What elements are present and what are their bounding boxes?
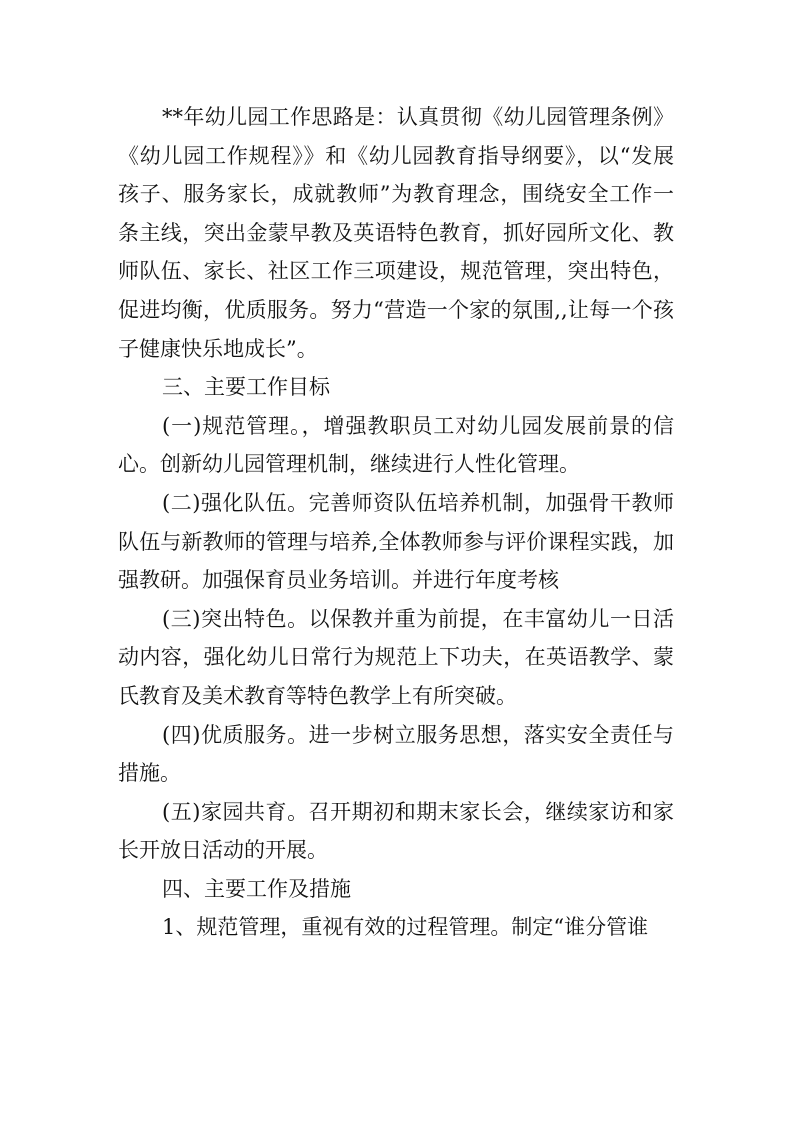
- paragraph-work-philosophy: **年幼儿园工作思路是：认真贯彻《幼儿园管理条例》《幼儿园工作规程》》和《幼儿园教育指导纲要》，以“发展孩子、服务家长，成就教师”为教育理念，围绕安全工作一条主线，突出金蒙早教及英语特色教育，抓好园所文化、教师队伍、家长、社区工作三项建设，规范管理，突出特色，促进均衡，优质服务。努力“营造一个家的氛围,,让每一个孩子健康快乐地成长”。: [118, 105, 674, 361]
- heading-main-work-measures: 四、主要工作及措施: [162, 876, 351, 901]
- goal-strengthen-team: (二)强化队伍。完善师资队伍培养机制，加强骨干教师队伍与新教师的管理与培养,全体教师参与评价课程实践，加强教研。加强保育员业务培训。并进行年度考核: [118, 490, 674, 593]
- goal-quality-service: (四)优质服务。进一步树立服务思想，落实安全责任与措施。: [118, 722, 674, 786]
- measure-standardized-management: 1、规范管理，重视有效的过程管理。制定“谁分管谁: [162, 915, 649, 940]
- document-body: [118, 98, 674, 947]
- goal-home-school-cooperation: (五)家园共育。召开期初和期末家长会，继续家访和家长开放日活动的开展。: [118, 799, 674, 863]
- goal-highlight-features: (三)突出特色。以保教并重为前提，在丰富幼儿一日活动内容，强化幼儿日常行为规范上下功夫，在英语教学、蒙氏教育及美术教育等特色教学上有所突破。: [118, 606, 674, 708]
- heading-main-goals: 三、主要工作目标: [162, 375, 330, 400]
- goal-standardized-management: (一)规范管理。，增强教职员工对幼儿园发展前景的信心。创新幼儿园管理机制，继续进行人性化管理。: [118, 413, 674, 477]
